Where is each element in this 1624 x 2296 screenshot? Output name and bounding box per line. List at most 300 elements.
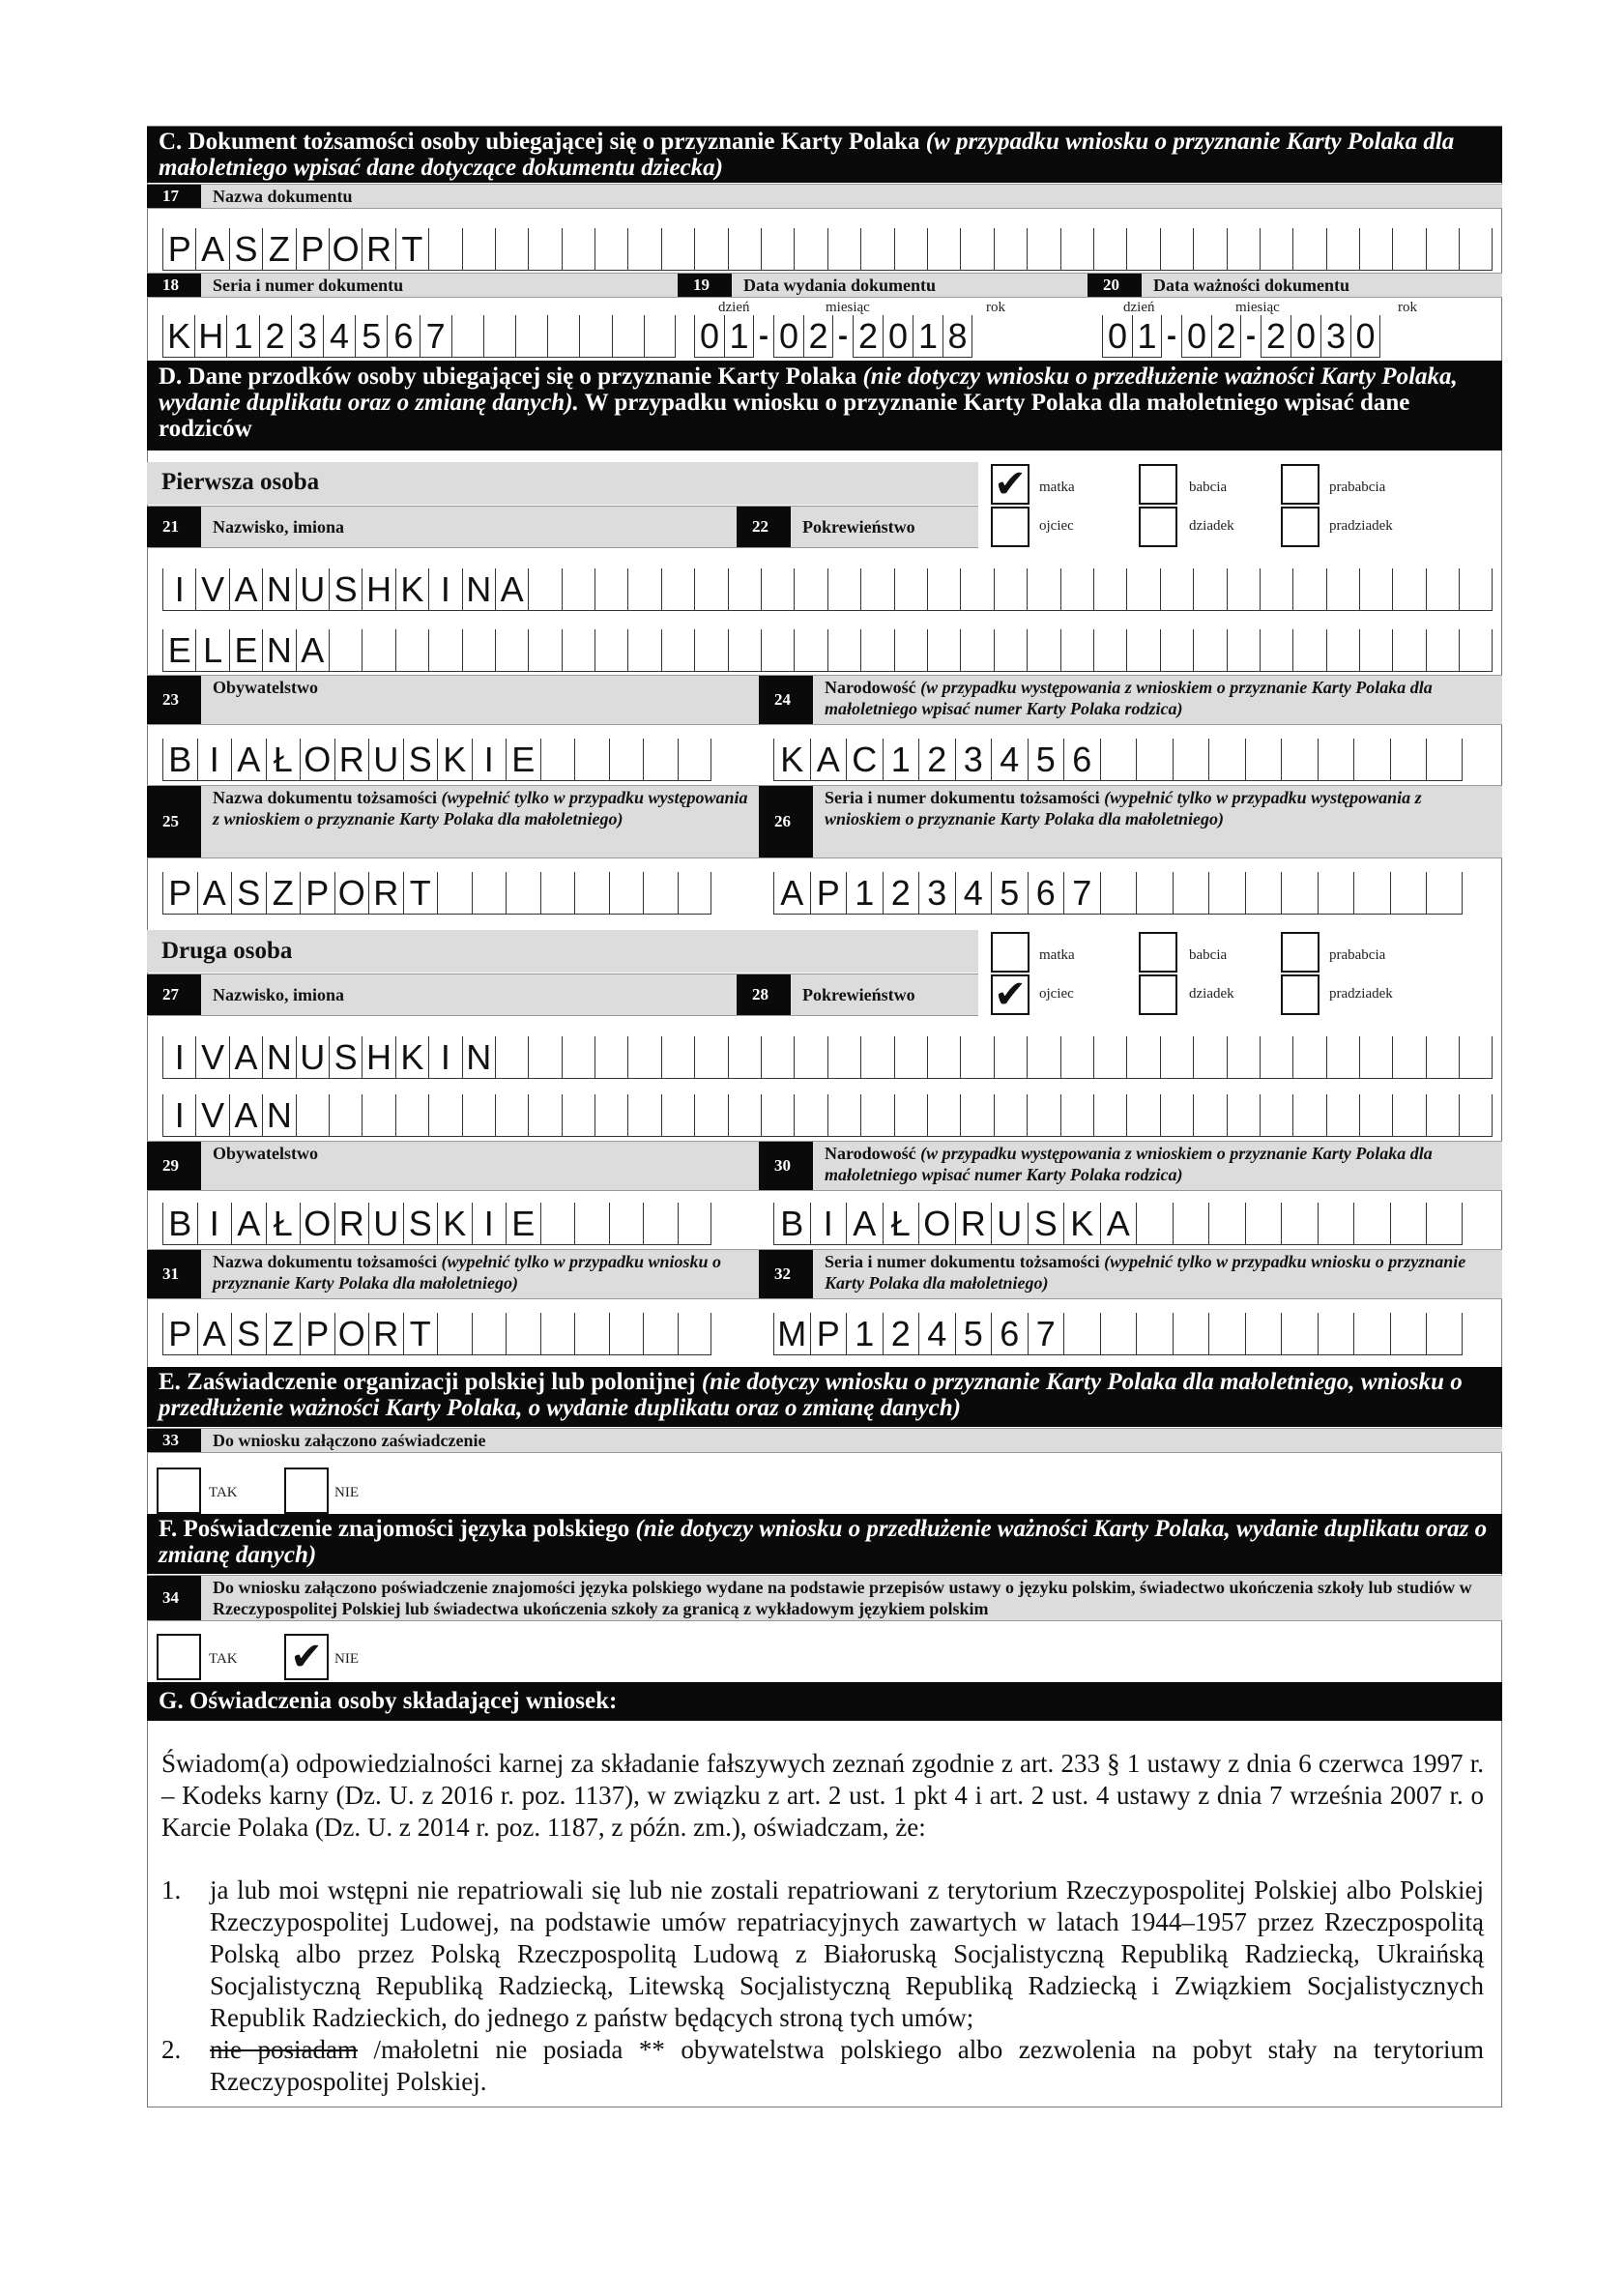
char-box[interactable]	[368, 872, 403, 915]
char-box[interactable]	[262, 629, 295, 672]
char-box[interactable]	[1063, 739, 1100, 781]
date-box[interactable]	[694, 315, 724, 358]
char-box[interactable]	[495, 228, 528, 271]
char-box[interactable]	[661, 228, 694, 271]
char-box[interactable]	[761, 568, 794, 611]
date-box[interactable]	[1350, 315, 1380, 358]
char-box[interactable]	[860, 228, 893, 271]
checkbox-prababcia-2[interactable]	[1281, 932, 1320, 973]
char-box[interactable]	[627, 1094, 660, 1137]
char-box[interactable]	[994, 568, 1027, 611]
char-box[interactable]	[694, 228, 727, 271]
char-box[interactable]	[296, 1036, 329, 1079]
char-box[interactable]	[761, 629, 794, 672]
char-box[interactable]	[300, 1203, 334, 1245]
char-box[interactable]	[846, 739, 883, 781]
char-box[interactable]	[627, 228, 660, 271]
char-box[interactable]	[894, 629, 927, 672]
char-box[interactable]	[540, 739, 575, 781]
char-box[interactable]	[540, 1313, 575, 1355]
document-number-boxes[interactable]	[162, 315, 676, 358]
char-box[interactable]	[1292, 228, 1325, 271]
char-box[interactable]	[643, 1203, 678, 1245]
date-box[interactable]	[1132, 315, 1162, 358]
char-box[interactable]	[231, 1313, 266, 1355]
char-box[interactable]	[612, 315, 644, 358]
char-box[interactable]	[827, 228, 860, 271]
checkbox-tak-33[interactable]	[157, 1468, 201, 1514]
char-box[interactable]	[1353, 1313, 1390, 1355]
char-box[interactable]	[627, 1036, 660, 1079]
char-box[interactable]	[1281, 1313, 1318, 1355]
char-box[interactable]	[1392, 568, 1425, 611]
char-box[interactable]	[894, 1094, 927, 1137]
char-box[interactable]	[846, 872, 883, 915]
char-box[interactable]	[1426, 739, 1463, 781]
checkbox-pradziadek-2[interactable]	[1281, 974, 1320, 1015]
char-box[interactable]	[403, 1313, 438, 1355]
char-box[interactable]	[562, 228, 594, 271]
char-box[interactable]	[296, 629, 329, 672]
char-box[interactable]	[266, 1313, 301, 1355]
char-box[interactable]	[483, 315, 515, 358]
char-box[interactable]	[1093, 1094, 1126, 1137]
char-box[interactable]	[574, 872, 609, 915]
char-box[interactable]	[472, 1203, 507, 1245]
char-box[interactable]	[594, 1094, 627, 1137]
char-box[interactable]	[994, 228, 1027, 271]
second-citizenship-boxes[interactable]	[162, 1203, 711, 1245]
char-box[interactable]	[846, 1203, 883, 1245]
char-box[interactable]	[1227, 1036, 1260, 1079]
char-box[interactable]	[259, 315, 291, 358]
char-box[interactable]	[195, 1036, 228, 1079]
char-box[interactable]	[661, 1094, 694, 1137]
char-box[interactable]	[991, 1313, 1028, 1355]
char-box[interactable]	[162, 228, 195, 271]
char-box[interactable]	[1392, 1094, 1425, 1137]
char-box[interactable]	[428, 1036, 461, 1079]
char-box[interactable]	[515, 315, 547, 358]
char-box[interactable]	[1193, 1094, 1226, 1137]
char-box[interactable]	[761, 228, 794, 271]
char-box[interactable]	[266, 872, 301, 915]
char-box[interactable]	[329, 629, 362, 672]
char-box[interactable]	[562, 629, 594, 672]
char-box[interactable]	[860, 1036, 893, 1079]
char-box[interactable]	[955, 872, 992, 915]
char-box[interactable]	[661, 568, 694, 611]
char-box[interactable]	[528, 1094, 561, 1137]
char-box[interactable]	[927, 568, 960, 611]
char-box[interactable]	[1063, 1313, 1100, 1355]
char-box[interactable]	[661, 1036, 694, 1079]
char-box[interactable]	[1353, 872, 1390, 915]
char-box[interactable]	[387, 315, 419, 358]
char-box[interactable]	[1227, 228, 1260, 271]
char-box[interactable]	[694, 1036, 727, 1079]
checkbox-tak-34[interactable]	[157, 1634, 201, 1680]
char-box[interactable]	[395, 1094, 428, 1137]
char-box[interactable]	[472, 1313, 507, 1355]
char-box[interactable]	[547, 315, 579, 358]
char-box[interactable]	[1093, 568, 1126, 611]
char-box[interactable]	[1318, 872, 1354, 915]
char-box[interactable]	[728, 1094, 761, 1137]
char-box[interactable]	[728, 1036, 761, 1079]
char-box[interactable]	[197, 1203, 232, 1245]
char-box[interactable]	[229, 228, 262, 271]
char-box[interactable]	[1227, 1094, 1260, 1137]
char-box[interactable]	[528, 1036, 561, 1079]
char-box[interactable]	[162, 568, 195, 611]
char-box[interactable]	[1193, 629, 1226, 672]
char-box[interactable]	[1208, 739, 1245, 781]
char-box[interactable]	[1028, 1313, 1064, 1355]
char-box[interactable]	[991, 739, 1028, 781]
char-box[interactable]	[1353, 739, 1390, 781]
char-box[interactable]	[609, 1203, 644, 1245]
char-box[interactable]	[329, 228, 362, 271]
char-box[interactable]	[462, 228, 495, 271]
char-box[interactable]	[262, 568, 295, 611]
char-box[interactable]	[1353, 1203, 1390, 1245]
char-box[interactable]	[1060, 568, 1093, 611]
char-box[interactable]	[1060, 629, 1093, 672]
char-box[interactable]	[1281, 872, 1318, 915]
char-box[interactable]	[994, 629, 1027, 672]
char-box[interactable]	[1326, 629, 1359, 672]
char-box[interactable]	[773, 872, 810, 915]
char-box[interactable]	[528, 629, 561, 672]
char-box[interactable]	[231, 1203, 266, 1245]
checkbox-pradziadek-1[interactable]	[1281, 507, 1320, 547]
char-box[interactable]	[1260, 1036, 1292, 1079]
char-box[interactable]	[860, 1094, 893, 1137]
char-box[interactable]	[1426, 228, 1459, 271]
char-box[interactable]	[678, 739, 712, 781]
char-box[interactable]	[495, 1094, 528, 1137]
char-box[interactable]	[1208, 1203, 1245, 1245]
char-box[interactable]	[1459, 1094, 1492, 1137]
char-box[interactable]	[1028, 739, 1064, 781]
char-box[interactable]	[794, 568, 826, 611]
checkbox-nie-34[interactable]	[284, 1634, 329, 1680]
second-surname-boxes[interactable]	[162, 1036, 1493, 1079]
char-box[interactable]	[1245, 872, 1282, 915]
char-box[interactable]	[437, 739, 472, 781]
char-box[interactable]	[643, 872, 678, 915]
char-box[interactable]	[1136, 739, 1173, 781]
char-box[interactable]	[574, 739, 609, 781]
char-box[interactable]	[428, 568, 461, 611]
char-box[interactable]	[609, 739, 644, 781]
checkbox-dziadek-2[interactable]	[1139, 974, 1177, 1015]
char-box[interactable]	[437, 872, 472, 915]
issue-date-boxes[interactable]	[694, 315, 972, 358]
char-box[interactable]	[794, 1036, 826, 1079]
char-box[interactable]	[1193, 228, 1226, 271]
char-box[interactable]	[1028, 872, 1064, 915]
char-box[interactable]	[846, 1313, 883, 1355]
date-box[interactable]	[883, 315, 913, 358]
char-box[interactable]	[229, 568, 262, 611]
char-box[interactable]	[1326, 568, 1359, 611]
char-box[interactable]	[883, 1203, 919, 1245]
char-box[interactable]	[1100, 739, 1137, 781]
char-box[interactable]	[761, 1036, 794, 1079]
char-box[interactable]	[918, 1313, 955, 1355]
char-box[interactable]	[860, 568, 893, 611]
char-box[interactable]	[955, 1313, 992, 1355]
char-box[interactable]	[894, 568, 927, 611]
char-box[interactable]	[462, 568, 495, 611]
char-box[interactable]	[506, 872, 540, 915]
char-box[interactable]	[1060, 1094, 1093, 1137]
char-box[interactable]	[291, 315, 323, 358]
checkbox-nie-33[interactable]	[284, 1468, 329, 1514]
char-box[interactable]	[506, 1203, 540, 1245]
char-box[interactable]	[362, 1094, 394, 1137]
char-box[interactable]	[960, 1094, 993, 1137]
char-box[interactable]	[495, 629, 528, 672]
char-box[interactable]	[609, 1313, 644, 1355]
char-box[interactable]	[368, 739, 403, 781]
char-box[interactable]	[594, 568, 627, 611]
date-box[interactable]	[913, 315, 942, 358]
char-box[interactable]	[495, 568, 528, 611]
char-box[interactable]	[643, 739, 678, 781]
char-box[interactable]	[229, 629, 262, 672]
char-box[interactable]	[960, 629, 993, 672]
char-box[interactable]	[1126, 568, 1159, 611]
char-box[interactable]	[1093, 1036, 1126, 1079]
char-box[interactable]	[195, 629, 228, 672]
char-box[interactable]	[694, 629, 727, 672]
char-box[interactable]	[1392, 629, 1425, 672]
char-box[interactable]	[403, 872, 438, 915]
char-box[interactable]	[562, 568, 594, 611]
char-box[interactable]	[1459, 228, 1492, 271]
date-box[interactable]	[1181, 315, 1211, 358]
char-box[interactable]	[355, 315, 387, 358]
char-box[interactable]	[643, 1313, 678, 1355]
char-box[interactable]	[1359, 629, 1392, 672]
char-box[interactable]	[773, 1313, 810, 1355]
char-box[interactable]	[162, 872, 197, 915]
char-box[interactable]	[994, 1094, 1027, 1137]
char-box[interactable]	[451, 315, 483, 358]
char-box[interactable]	[1136, 1313, 1173, 1355]
char-box[interactable]	[1426, 872, 1463, 915]
date-box[interactable]	[942, 315, 972, 358]
char-box[interactable]	[994, 1036, 1027, 1079]
char-box[interactable]	[1027, 1036, 1059, 1079]
char-box[interactable]	[1160, 629, 1193, 672]
char-box[interactable]	[827, 1094, 860, 1137]
char-box[interactable]	[1126, 629, 1159, 672]
date-box[interactable]	[1261, 315, 1290, 358]
char-box[interactable]	[678, 1313, 712, 1355]
char-box[interactable]	[678, 1203, 712, 1245]
char-box[interactable]	[1281, 1203, 1318, 1245]
char-box[interactable]	[1392, 1036, 1425, 1079]
second-id-name-boxes[interactable]	[162, 1313, 711, 1355]
char-box[interactable]	[1326, 228, 1359, 271]
char-box[interactable]	[229, 1094, 262, 1137]
char-box[interactable]	[883, 739, 919, 781]
char-box[interactable]	[226, 315, 258, 358]
char-box[interactable]	[506, 1313, 540, 1355]
char-box[interactable]	[495, 1036, 528, 1079]
char-box[interactable]	[883, 1313, 919, 1355]
char-box[interactable]	[540, 1203, 575, 1245]
char-box[interactable]	[894, 228, 927, 271]
char-box[interactable]	[1193, 568, 1226, 611]
char-box[interactable]	[334, 1203, 369, 1245]
char-box[interactable]	[403, 1203, 438, 1245]
char-box[interactable]	[694, 568, 727, 611]
char-box[interactable]	[1126, 228, 1159, 271]
date-box[interactable]	[803, 315, 833, 358]
char-box[interactable]	[955, 1203, 992, 1245]
char-box[interactable]	[1459, 1036, 1492, 1079]
char-box[interactable]	[810, 1203, 847, 1245]
char-box[interactable]	[1063, 872, 1100, 915]
char-box[interactable]	[1027, 629, 1059, 672]
char-box[interactable]	[574, 1203, 609, 1245]
char-box[interactable]	[918, 1203, 955, 1245]
char-box[interactable]	[960, 228, 993, 271]
first-id-number-boxes[interactable]	[773, 872, 1463, 915]
char-box[interactable]	[329, 568, 362, 611]
char-box[interactable]	[1173, 1203, 1209, 1245]
char-box[interactable]	[1292, 1094, 1325, 1137]
char-box[interactable]	[960, 1036, 993, 1079]
char-box[interactable]	[1260, 568, 1292, 611]
char-box[interactable]	[368, 1203, 403, 1245]
char-box[interactable]	[197, 872, 232, 915]
char-box[interactable]	[1292, 1036, 1325, 1079]
char-box[interactable]	[197, 1313, 232, 1355]
char-box[interactable]	[1390, 739, 1427, 781]
char-box[interactable]	[506, 739, 540, 781]
first-name-boxes[interactable]	[162, 629, 1493, 672]
char-box[interactable]	[1326, 1036, 1359, 1079]
char-box[interactable]	[927, 228, 960, 271]
char-box[interactable]	[827, 629, 860, 672]
char-box[interactable]	[1160, 228, 1193, 271]
date-box[interactable]	[1102, 315, 1132, 358]
char-box[interactable]	[395, 1036, 428, 1079]
char-box[interactable]	[1281, 739, 1318, 781]
char-box[interactable]	[395, 629, 428, 672]
char-box[interactable]	[329, 1036, 362, 1079]
char-box[interactable]	[362, 1036, 394, 1079]
char-box[interactable]	[395, 228, 428, 271]
checkbox-babcia-1[interactable]	[1139, 464, 1177, 505]
char-box[interactable]	[262, 1036, 295, 1079]
second-name-boxes[interactable]	[162, 1094, 1493, 1137]
char-box[interactable]	[162, 1203, 197, 1245]
char-box[interactable]	[1160, 1094, 1193, 1137]
char-box[interactable]	[1227, 568, 1260, 611]
char-box[interactable]	[794, 629, 826, 672]
char-box[interactable]	[694, 1094, 727, 1137]
char-box[interactable]	[1318, 1203, 1354, 1245]
char-box[interactable]	[334, 1313, 369, 1355]
char-box[interactable]	[1027, 1094, 1059, 1137]
first-id-name-boxes[interactable]	[162, 872, 711, 915]
char-box[interactable]	[528, 568, 561, 611]
char-box[interactable]	[329, 1094, 362, 1137]
char-box[interactable]	[300, 739, 334, 781]
char-box[interactable]	[1193, 1036, 1226, 1079]
char-box[interactable]	[462, 629, 495, 672]
char-box[interactable]	[528, 228, 561, 271]
char-box[interactable]	[955, 739, 992, 781]
char-box[interactable]	[1160, 1036, 1193, 1079]
char-box[interactable]	[644, 315, 676, 358]
char-box[interactable]	[1459, 568, 1492, 611]
expiry-date-boxes[interactable]	[1102, 315, 1380, 358]
char-box[interactable]	[1136, 1203, 1173, 1245]
char-box[interactable]	[562, 1094, 594, 1137]
char-box[interactable]	[1100, 1203, 1137, 1245]
char-box[interactable]	[827, 1036, 860, 1079]
char-box[interactable]	[368, 1313, 403, 1355]
char-box[interactable]	[1426, 1203, 1463, 1245]
char-box[interactable]	[262, 1094, 295, 1137]
char-box[interactable]	[362, 568, 394, 611]
char-box[interactable]	[323, 315, 355, 358]
char-box[interactable]	[728, 228, 761, 271]
char-box[interactable]	[1093, 228, 1126, 271]
char-box[interactable]	[296, 1094, 329, 1137]
char-box[interactable]	[860, 629, 893, 672]
char-box[interactable]	[1359, 568, 1392, 611]
char-box[interactable]	[627, 629, 660, 672]
char-box[interactable]	[300, 1313, 334, 1355]
char-box[interactable]	[1260, 1094, 1292, 1137]
second-id-number-boxes[interactable]	[773, 1313, 1463, 1355]
char-box[interactable]	[231, 739, 266, 781]
checkbox-babcia-2[interactable]	[1139, 932, 1177, 973]
char-box[interactable]	[661, 629, 694, 672]
char-box[interactable]	[1459, 629, 1492, 672]
char-box[interactable]	[1359, 1094, 1392, 1137]
char-box[interactable]	[1027, 228, 1059, 271]
char-box[interactable]	[1173, 1313, 1209, 1355]
char-box[interactable]	[462, 1036, 495, 1079]
char-box[interactable]	[472, 872, 507, 915]
char-box[interactable]	[1126, 1094, 1159, 1137]
char-box[interactable]	[594, 629, 627, 672]
char-box[interactable]	[827, 568, 860, 611]
char-box[interactable]	[1359, 1036, 1392, 1079]
date-box[interactable]	[1290, 315, 1320, 358]
char-box[interactable]	[472, 739, 507, 781]
char-box[interactable]	[1426, 1036, 1459, 1079]
char-box[interactable]	[1060, 228, 1093, 271]
char-box[interactable]	[462, 1094, 495, 1137]
char-box[interactable]	[1093, 629, 1126, 672]
char-box[interactable]	[883, 872, 919, 915]
char-box[interactable]	[1426, 1094, 1459, 1137]
char-box[interactable]	[195, 568, 228, 611]
date-box[interactable]	[1211, 315, 1241, 358]
date-box[interactable]	[1320, 315, 1350, 358]
